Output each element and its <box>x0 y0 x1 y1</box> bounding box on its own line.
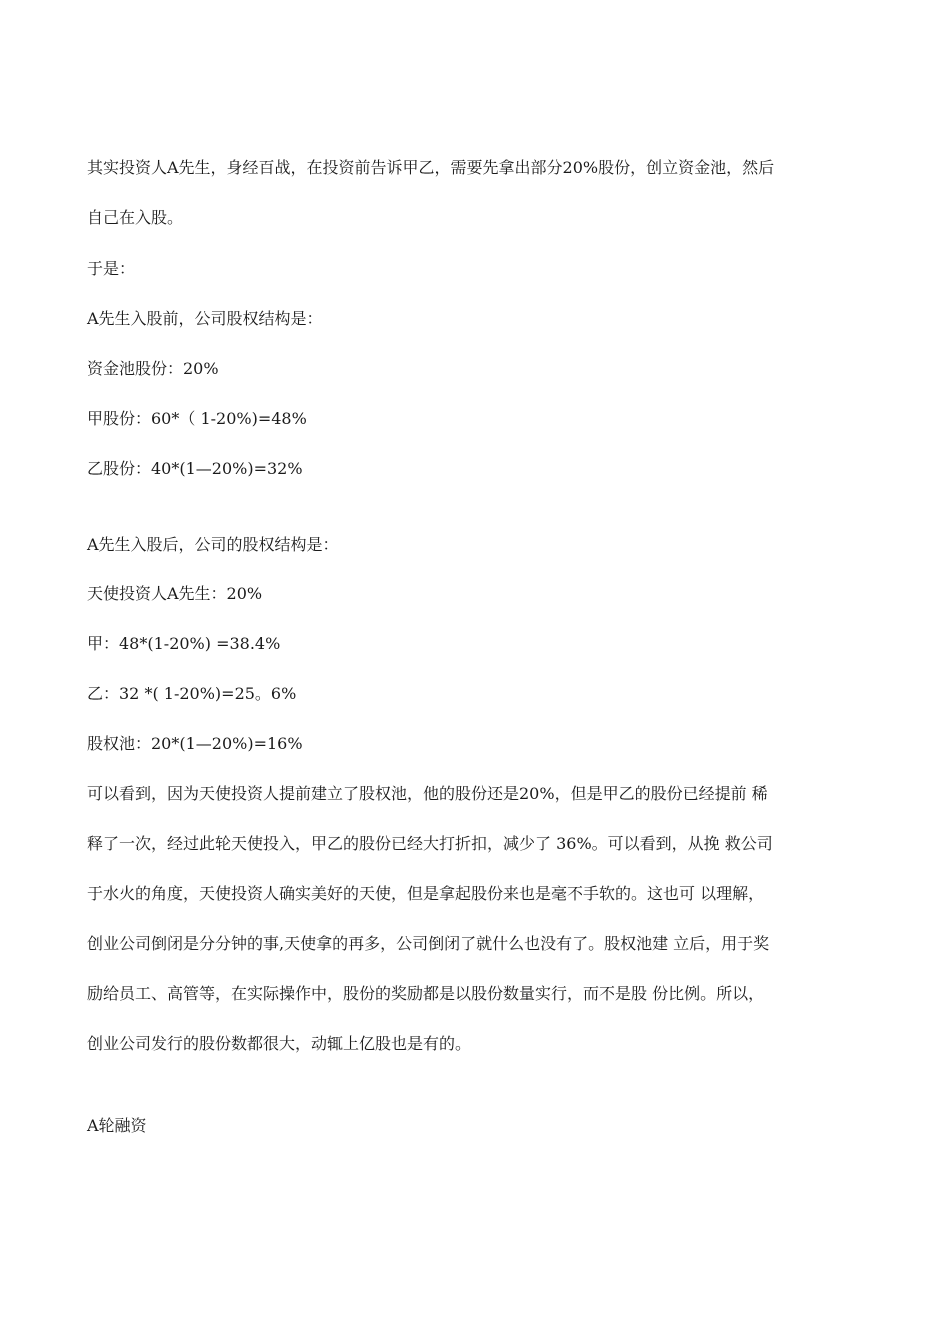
equity-line: 天使投资人A先生：20% <box>87 584 263 603</box>
paragraph-line: 于水火的角度，天使投资人确实美好的天使，但是拿起股份来也是毫不手软的。这也可 以理解， <box>87 884 765 903</box>
paragraph-line: 创业公司发行的股份数都很大，动辄上亿股也是有的。 <box>87 1034 472 1053</box>
equity-line: 乙：32 *( 1-20%)=25。6% <box>87 684 297 703</box>
paragraph-line: 自己在入股。 <box>87 208 184 227</box>
paragraph-line: A先生入股前，公司股权结构是： <box>87 309 323 328</box>
paragraph-line: 创业公司倒闭是分分钟的事,天使拿的再多，公司倒闭了就什么也没有了。股权池建 立后，用于奖 <box>87 934 770 953</box>
equity-line: 乙股份：40*(1—20%)=32% <box>87 459 303 478</box>
equity-line: 资金池股份：20% <box>87 359 219 378</box>
section-heading: A轮融资 <box>87 1116 147 1135</box>
paragraph-line: 励给员工、高管等，在实际操作中，股份的奖励都是以股份数量实行，而不是股 份比例。所以， <box>87 984 765 1003</box>
equity-line: 股权池：20*(1—20%)=16% <box>87 734 303 753</box>
equity-line: 甲股份：60*（ 1-20%)=48% <box>87 409 307 428</box>
equity-line: 甲：48*(1-20%) =38.4% <box>87 634 281 653</box>
paragraph-line: 可以看到，因为天使投资人提前建立了股权池，他的股份还是20%，但是甲乙的股份已经提前 稀 <box>87 784 768 803</box>
paragraph-line: A先生入股后，公司的股权结构是： <box>87 535 339 554</box>
paragraph-line: 释了一次，经过此轮天使投入，甲乙的股份已经大打折扣，减少了 36%。可以看到，从挽 救公司 <box>87 834 773 853</box>
paragraph-line: 其实投资人A先生，身经百战，在投资前告诉甲乙，需要先拿出部分20%股份，创立资金池，然后 <box>87 158 775 177</box>
paragraph-line: 于是： <box>87 259 136 278</box>
